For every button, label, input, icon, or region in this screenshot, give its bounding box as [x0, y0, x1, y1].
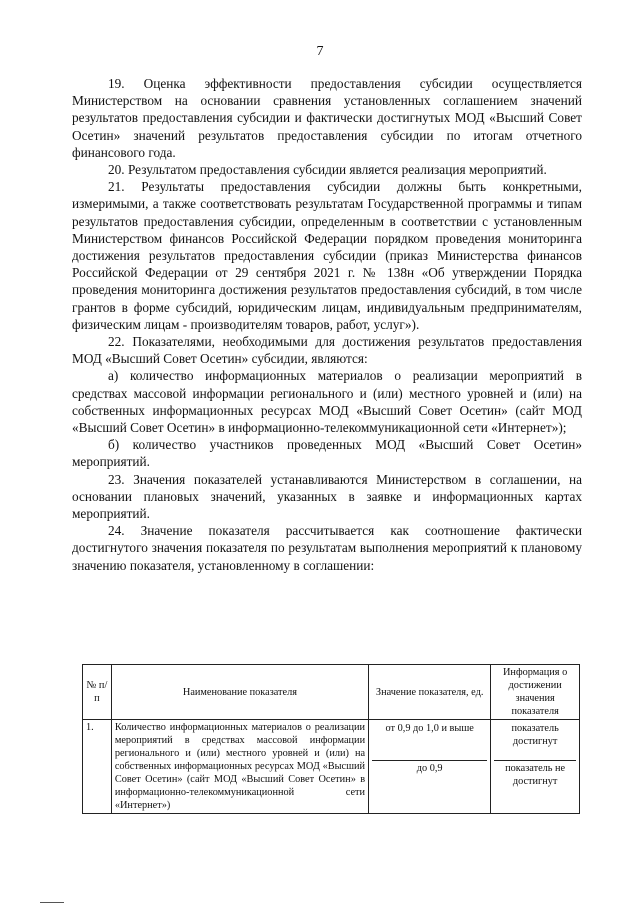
paragraph-22-a: а) количество информационных материалов о реализации мероприятий в средствах массовой информации регионального и (или) местного уровней и (или) на собственных информационных ресурсах МОД «Высший Совет Осетин» (сайт МОД «Высший Совет Осетин» в информационно-телекоммуникационной сети «Интернет»);	[72, 368, 582, 436]
paragraph-22-b: б) количество участников проведенных МОД «Высший Совет Осетин» мероприятий.	[72, 437, 582, 470]
document-body	[72, 75, 582, 574]
page-number: 7	[316, 44, 324, 59]
row-value-cell	[369, 720, 491, 814]
header-info: Информация о достижении значения показателя	[491, 665, 580, 720]
indicators-table	[82, 664, 580, 814]
paragraph-21: 21. Результаты предоставления субсидии должны быть конкретными, измеримыми, а также соответствовать результатам Государственной программы и типам результатов предоставления субсидии, определенным в соответствии с установленным Министерством финансов Российской Федерации порядком проведения мониторинга достижения результатов предоставления субсидии (приказ Министерства финансов Российской Федерации от 29 сентября 2021 г. № 138н «Об утверждении Порядка проведения мониторинга достижения результатов предоставления субсидий, в том числе грантов в форме субсидий, юридическим лицам, индивидуальным предпринимателям, физическим лицам - производителям товаров, работ, услуг»).	[72, 179, 582, 332]
table-row	[83, 720, 580, 814]
header-number: № п/п	[83, 665, 112, 720]
value-not-achieved-range: до 0,9	[416, 763, 443, 774]
row-indicator-name: Количество информационных материалов о реализации мероприятий в средствах массовой информации регионального и (или) местного уровней и (или) на собственных информационных ресурсах МОД «Высший Совет Осетин» (сайт МОД «Высший Совет Осетин» в информационно-телекоммуникационной сети «Интернет»)	[111, 720, 368, 814]
row-info-cell	[491, 720, 580, 814]
info-achieved: показатель достигнут	[494, 721, 576, 761]
table-header-row	[83, 665, 580, 720]
header-name: Наименование показателя	[111, 665, 368, 720]
paragraph-22: 22. Показателями, необходимыми для достижения результатов предоставления МОД «Высший Совет Осетин» субсидии, являются:	[72, 334, 582, 367]
row-number: 1.	[83, 720, 112, 814]
header-value: Значение показателя, ед.	[369, 665, 491, 720]
paragraph-20: 20. Результатом предоставления субсидии является реализация мероприятий.	[108, 162, 547, 178]
value-achieved-range: от 0,9 до 1,0 и выше	[372, 721, 487, 761]
info-not-achieved: показатель не достигнут	[505, 763, 566, 787]
footer-mark	[40, 902, 64, 903]
paragraph-23: 23. Значения показателей устанавливаются Министерством в соглашении, на основании плановых значений, указанных в заявке и информационных картах мероприятий.	[72, 471, 582, 522]
paragraph-24: 24. Значение показателя рассчитывается как соотношение фактически достигнутого значения показателя по результатам выполнения мероприятий к плановому значению показателя, установленному в соглашении:	[72, 523, 582, 573]
paragraph-19: 19. Оценка эффективности предоставления субсидии осуществляется Министерством на основании сравнения установленных соглашением значений результатов предоставления субсидии и фактически достигнутых МОД «Высший Совет Осетин» значений результатов предоставления субсидии по итогам отчетного финансового года.	[72, 76, 582, 160]
